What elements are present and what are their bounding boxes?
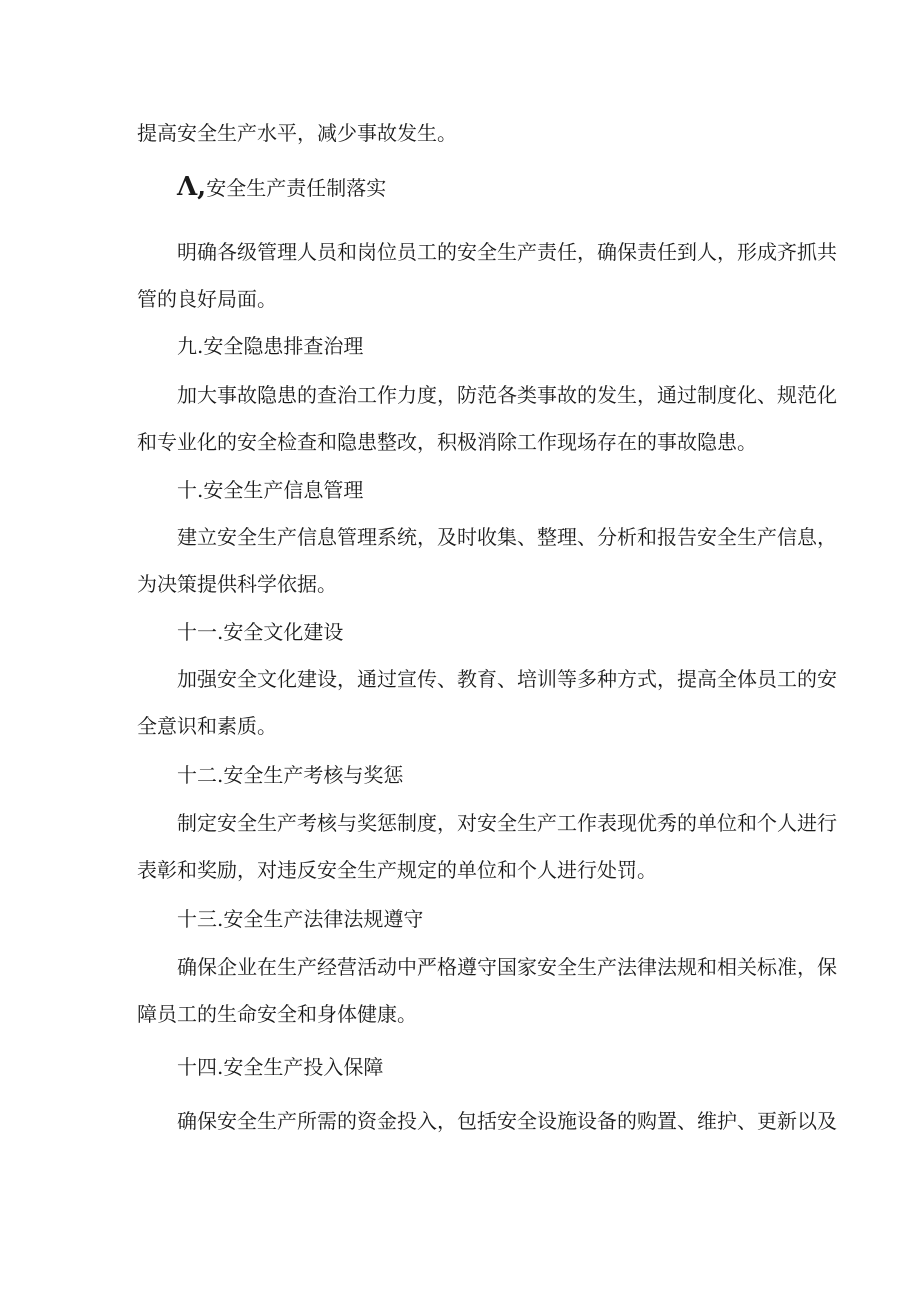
paragraph-line: 制定安全生产考核与奖惩制度，对安全生产工作表现优秀的单位和个人进行 (177, 811, 837, 835)
paragraph-line: 障员工的生命安全和身体健康。 (137, 1002, 417, 1026)
paragraph-line: 提高安全生产水平，减少事故发生。 (137, 121, 457, 145)
paragraph-line: 确保安全生产所需的资金投入，包括安全设施设备的购置、维护、更新以及 (177, 1109, 837, 1133)
paragraph-line: 确保企业在生产经营活动中严格遵守国家安全生产法律法规和相关标准，保 (177, 955, 837, 979)
section-heading: 十.安全生产信息管理 (177, 478, 364, 502)
paragraph-line: 建立安全生产信息管理系统，及时收集、整理、分析和报告安全生产信息， (177, 525, 837, 549)
section-heading: 十二.安全生产考核与奖惩 (177, 763, 404, 787)
paragraph-line: 表彰和奖励，对违反安全生产规定的单位和个人进行处罚。 (137, 858, 657, 882)
paragraph-line: 明确各级管理人员和岗位员工的安全生产责任，确保责任到人，形成齐抓共 (177, 240, 837, 264)
paragraph-line: 加大事故隐患的查治工作力度，防范各类事故的发生，通过制度化、规范化 (177, 383, 837, 407)
section-heading: 十一.安全文化建设 (177, 620, 344, 644)
paragraph-line: 为决策提供科学依据。 (137, 572, 337, 596)
section-heading: 十四.安全生产投入保障 (177, 1055, 384, 1079)
heading-prefix: Λ, (177, 172, 207, 202)
paragraph-line: 管的良好局面。 (137, 287, 277, 311)
section-heading: 十三.安全生产法律法规遵守 (177, 907, 424, 931)
section-heading: 九.安全隐患排查治理 (177, 334, 364, 358)
paragraph-line: 加强安全文化建设，通过宣传、教育、培训等多种方式，提高全体员工的安 (177, 667, 837, 691)
paragraph-line: 全意识和素质。 (137, 714, 277, 738)
paragraph-line: 和专业化的安全检查和隐患整改，积极消除工作现场存在的事故隐患。 (137, 430, 757, 454)
heading-text: 安全生产责任制落实 (206, 176, 387, 200)
section-heading-8 (177, 172, 387, 202)
